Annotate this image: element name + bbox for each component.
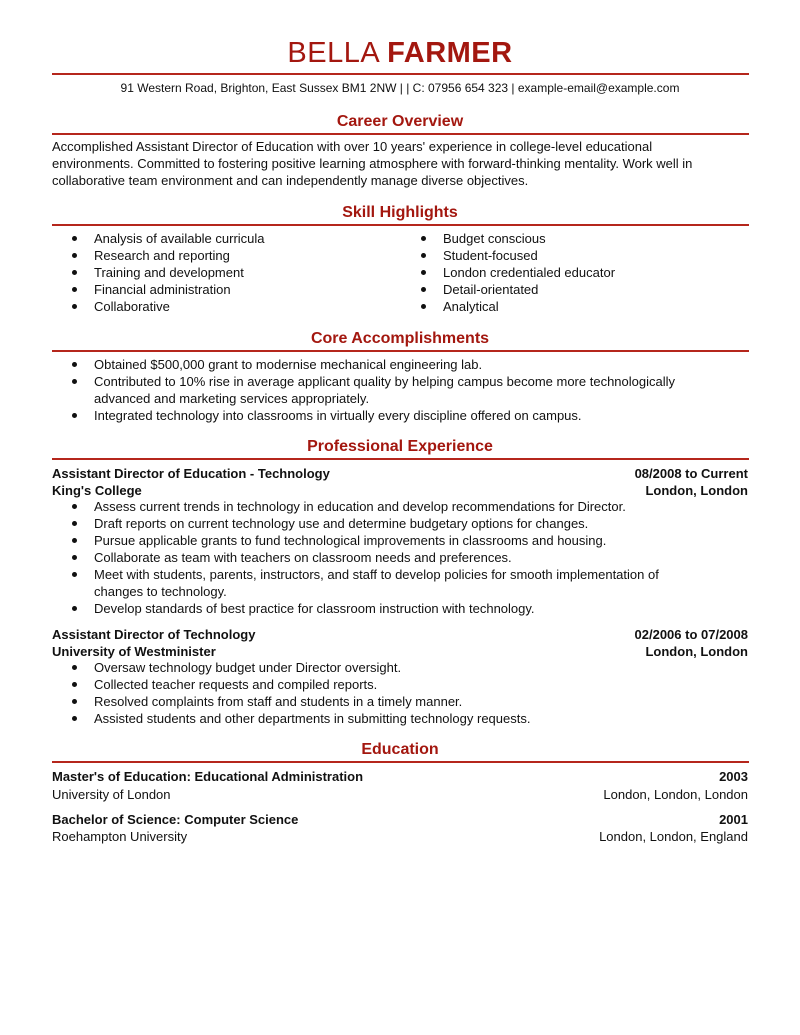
job-bullet — [52, 659, 752, 676]
skill-text: Collaborative — [94, 299, 170, 314]
bullet-dot — [72, 572, 77, 577]
skill-text: Detail-orientated — [443, 282, 539, 297]
accomplishment-line: Integrated technology into classrooms in virtually every discipline offered on campus. — [94, 408, 582, 423]
skill-text: Student-focused — [443, 248, 538, 263]
job-bullet-line: Draft reports on current technology use and determine budgetary options for changes. — [94, 516, 589, 531]
education-school-row — [52, 786, 748, 803]
job-bullets — [52, 498, 752, 617]
job-bullet — [52, 498, 752, 515]
job-bullet-line: Assess current trends in technology in education and develop recommendations for Director. — [94, 499, 626, 514]
bullet-dot — [72, 504, 77, 509]
bullet-dot — [72, 379, 77, 384]
section-rule-skills — [52, 224, 749, 226]
skill-text: Analytical — [443, 299, 499, 314]
job-bullet-line: Assisted students and other departments in submitting technology requests. — [94, 711, 531, 726]
education-degree-line — [52, 811, 298, 828]
job-location: London, London — [645, 483, 748, 498]
job-dates: 08/2008 to Current — [634, 466, 748, 481]
job-header-row — [52, 465, 748, 482]
accomplishment-item — [52, 356, 752, 373]
job-header-row — [52, 626, 748, 643]
overview-paragraph — [52, 138, 752, 189]
skill-item — [401, 264, 741, 281]
job-bullet-line: Collected teacher requests and compiled reports. — [94, 677, 378, 692]
degree: Master's of Education — [52, 769, 187, 784]
bullet-dot — [421, 270, 426, 275]
degree: Bachelor of Science — [52, 812, 177, 827]
section-title-accomplishments: Core Accomplishments — [310, 330, 490, 347]
education-school: Roehampton University — [52, 829, 188, 844]
job-bullet-line: changes to technology. — [94, 584, 227, 599]
accomplishments-list — [52, 356, 752, 424]
last-name: FARMER — [387, 37, 513, 69]
overview-line: collaborative team environment and can independently manage diverse objectives. — [52, 173, 529, 188]
skill-text: Financial administration — [94, 282, 231, 297]
bullet-dot — [72, 304, 77, 309]
job-title: Assistant Director of Education - Technology — [52, 466, 330, 481]
job-employer-row — [52, 482, 748, 499]
accomplishment-line: Obtained $500,000 grant to modernise mechanical engineering lab. — [94, 357, 483, 372]
bullet-dot — [421, 253, 426, 258]
skills-left-list — [52, 230, 392, 315]
accomplishment-line: advanced and marketing services appropriately. — [94, 391, 370, 406]
job-bullet-line: Collaborate as team with teachers on classroom needs and preferences. — [94, 550, 512, 565]
skill-item — [401, 247, 741, 264]
bullet-dot — [72, 521, 77, 526]
job-bullets — [52, 659, 752, 727]
accomplishment-line: Contributed to 10% rise in average applicant quality by helping campus become more technologically — [94, 374, 676, 389]
section-rule-overview — [52, 133, 749, 135]
job-employer: University of Westminister — [52, 644, 216, 659]
skill-text: Training and development — [94, 265, 244, 280]
bullet-dot — [72, 699, 77, 704]
candidate-name — [0, 36, 800, 70]
bullet-dot — [72, 236, 77, 241]
overview-line: environments. Committed to fostering positive learning atmosphere with forward-thinking mentality. Work well in — [52, 156, 693, 171]
job-bullet-line: Oversaw technology budget under Director oversight. — [94, 660, 402, 675]
bullet-dot — [72, 413, 77, 418]
skill-text: Analysis of available curricula — [94, 231, 265, 246]
bullet-dot — [72, 555, 77, 560]
bullet-dot — [72, 606, 77, 611]
bullet-dot — [72, 682, 77, 687]
skill-item — [52, 298, 392, 315]
education-location: London, London, London — [603, 787, 748, 802]
job-bullet-line: Meet with students, parents, instructors, and staff to develop policies for smooth implementation of — [94, 567, 659, 582]
bullet-dot — [72, 362, 77, 367]
education-year: 2001 — [719, 812, 748, 827]
section-rule-experience — [52, 458, 749, 460]
degree-separator: : — [186, 769, 195, 784]
job-bullet — [52, 549, 752, 566]
job-bullet — [52, 515, 752, 532]
section-rule-education — [52, 761, 749, 763]
education-school-row — [52, 828, 748, 845]
section-title-education: Education — [361, 741, 439, 758]
job-bullet — [52, 532, 752, 549]
skill-item — [401, 230, 741, 247]
bullet-dot — [72, 287, 77, 292]
job-bullet — [52, 566, 752, 600]
section-title-overview: Career Overview — [336, 113, 464, 130]
education-header-row — [52, 811, 748, 828]
header-rule — [52, 73, 749, 75]
bullet-dot — [72, 270, 77, 275]
skill-item — [52, 281, 392, 298]
skills-right-list — [401, 230, 741, 315]
bullet-dot — [72, 716, 77, 721]
education-school: University of London — [52, 787, 171, 802]
education-header-row — [52, 768, 748, 785]
bullet-dot — [72, 538, 77, 543]
skill-item — [401, 281, 741, 298]
skill-text: London credentialed educator — [443, 265, 616, 280]
education-year: 2003 — [719, 769, 748, 784]
skill-item — [52, 247, 392, 264]
job-bullet-line: Pursue applicable grants to fund technological improvements in classrooms and housing. — [94, 533, 607, 548]
job-bullet — [52, 710, 752, 727]
first-name: BELLA — [287, 37, 379, 69]
bullet-dot — [72, 665, 77, 670]
bullet-dot — [421, 287, 426, 292]
field: Educational Administration — [194, 769, 364, 784]
job-bullet — [52, 676, 752, 693]
bullet-dot — [72, 253, 77, 258]
accomplishment-item — [52, 407, 752, 424]
job-bullet-line: Resolved complaints from staff and students in a timely manner. — [94, 694, 463, 709]
education-location: London, London, England — [599, 829, 748, 844]
degree-separator: : — [176, 812, 185, 827]
job-bullet-line: Develop standards of best practice for classroom instruction with technology. — [94, 601, 535, 616]
job-title: Assistant Director of Technology — [52, 627, 256, 642]
education-degree-line — [52, 768, 363, 785]
skill-text: Budget conscious — [443, 231, 546, 246]
skill-item — [401, 298, 741, 315]
skill-item — [52, 230, 392, 247]
bullet-dot — [421, 236, 426, 241]
contact-line: 91 Western Road, Brighton, East Sussex BM1 2NW | | C: 07956 654 323 | example-email@example.com — [120, 81, 680, 95]
accomplishment-item — [52, 373, 752, 407]
job-employer-row — [52, 643, 748, 660]
skill-text: Research and reporting — [94, 248, 230, 263]
section-title-skills: Skill Highlights — [342, 204, 458, 221]
section-title-experience: Professional Experience — [307, 438, 493, 455]
job-bullet — [52, 600, 752, 617]
job-dates: 02/2006 to 07/2008 — [634, 627, 748, 642]
job-employer: King's College — [52, 483, 142, 498]
skill-item — [52, 264, 392, 281]
section-rule-accomplishments — [52, 350, 749, 352]
bullet-dot — [421, 304, 426, 309]
overview-line: Accomplished Assistant Director of Education with over 10 years' experience in college-level educational — [52, 139, 653, 154]
job-bullet — [52, 693, 752, 710]
job-location: London, London — [645, 644, 748, 659]
field: Computer Science — [184, 812, 299, 827]
